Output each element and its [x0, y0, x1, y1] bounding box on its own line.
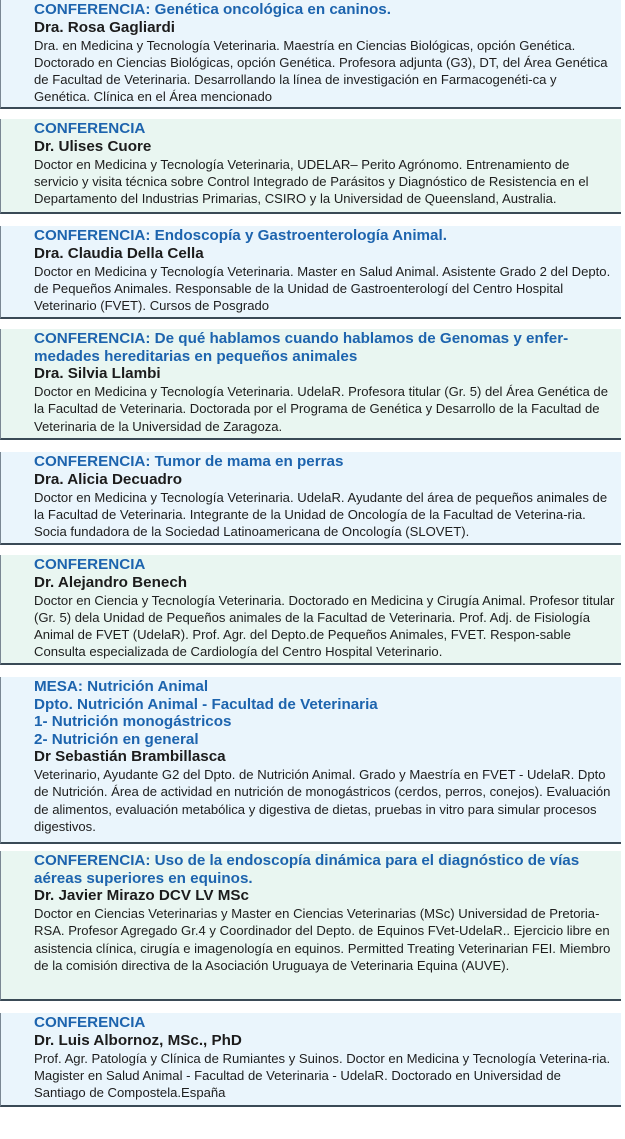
- title-line: MESA: Nutrición Animal: [34, 678, 209, 695]
- speaker-bio: Doctor en Ciencia y Tecnología Veterinaria. Doctorado en Medicina y Cirugía Animal. Profesor titular (Gr. 5) dela Unidad de Pequeños animales de la Facultad de Veterinaria. Prof. Adj. de Fisiología Animal de FVET (UdelaR). Prof. Agr. del Depto.de Pequeños Animales, FVET. Respon-sable Consulta especializada de Cardiología del Centro Hospital Veterinario.: [34, 592, 615, 660]
- speaker-name: Dra. Silvia Llambi: [34, 365, 161, 382]
- speaker-bio: Doctor en Medicina y Tecnología Veterinaria. UdelaR. Ayudante del área de pequeños animales de la Facultad de Veterinaria. Integrante de la Unidad de Oncología de la Facultad de Veterina-ria. Socia fundadora de la Sociedad Latinoamericana de Oncología (SLOVET).: [34, 489, 608, 540]
- speaker-bio: Prof. Agr. Patología y Clínica de Rumiantes y Suinos. Doctor en Medicina y Tecnología Veterina-ria. Magister en Salud Animal - Facultad de Veterinaria - UdelaR. Doctorado en Universidad de Santiago de Compostela.España: [34, 1050, 611, 1101]
- title-line: CONFERENCIA: [34, 1014, 146, 1031]
- program-block: [0, 329, 621, 440]
- title-line: CONFERENCIA: Endoscopía y Gastroenterología Animal.: [34, 227, 447, 244]
- block-title: [34, 1014, 615, 1032]
- speaker-name: Dra. Rosa Gagliardi: [34, 18, 175, 36]
- title-line: CONFERENCIA: Tumor de mama en perras: [34, 453, 344, 470]
- speaker-bio: Veterinario, Ayudante G2 del Dpto. de Nutrición Animal. Grado y Maestría en FVET - UdelaR. Dpto de Nutrición. Área de actividad en nutrición de monogástricos (cerdos, perros, conejos). Evaluación de alimentos, evaluación metabólica y digestiva de dietas, pruebas in vitro para simular procesos digestivos.: [34, 767, 611, 834]
- speaker-bio: Doctor en Medicina y Tecnología Veterinaria. Master en Salud Animal. Asistente Grado 2 del Depto. de Pequeños Animales. Responsable de la Unidad de Gastroenterologí del Centro Hospital Veterinario (FVET). Cursos de Posgrado: [34, 263, 611, 314]
- speaker-bio: Doctor en Ciencias Veterinarias y Master en Ciencias Veterinarias (MSc) Universidad de Pretoria-RSA. Profesor Agregado Gr.4 y Coordinador del Depto. de Equinos FVet-UdelaR.. Ejercicio libre en asistencia clínica, cirugía e imagenología en equinos. Permitted Treating Veterinarian FEI. Miembro de la comisión directiva de la Asociación Uruguaya de Veterinaria Equina (AUVE).: [34, 906, 611, 973]
- title-line: CONFERENCIA: [34, 120, 146, 137]
- speaker-name: Dr. Alejandro Benech: [34, 573, 188, 591]
- program-block: [0, 555, 621, 665]
- program-block: [0, 677, 621, 844]
- program-block: [0, 0, 621, 109]
- speaker-name: Dra. Claudia Della Cella: [34, 244, 204, 262]
- block-title: [34, 453, 615, 471]
- speaker-name: Dr. Luis Albornoz, MSc., PhD: [34, 1031, 242, 1049]
- block-title: [34, 678, 615, 748]
- title-line: CONFERENCIA: [34, 556, 146, 573]
- speaker-bio: Doctor en Medicina y Tecnología Veterinaria. UdelaR. Profesora titular (Gr. 5) del Área Genética de la Facultad de Veterinaria. Doctorada por el Programa de Genética y Desarrollo de la Facultad de Veterinaria de la Universidad de Zaragoza.: [34, 384, 608, 434]
- speaker-bio: Dra. en Medicina y Tecnología Veterinaria. Maestría en Ciencias Biológicas, opción Genética. Doctorado en Ciencias Biológicas, opción Genética. Profesora adjunta (G3), DT, del Área Genética de Facultad de Veterinaria. Desarrollando la línea de investigación en Farmacogenéti-ca y Genética. Clínica en el Área mencionado: [34, 37, 608, 105]
- speaker-name: Dr. Javier Mirazo DCV LV MSc: [34, 887, 249, 904]
- speaker-name: Dr Sebastián Brambillasca: [34, 748, 226, 765]
- block-title: [34, 330, 615, 365]
- program-block: [0, 452, 621, 545]
- title-line: 2- Nutrición en general: [34, 730, 199, 748]
- program-block: [0, 1013, 621, 1107]
- speaker-bio: Doctor en Medicina y Tecnología Veterinaria, UDELAR– Perito Agrónomo. Entrenamiento de servicio y visita técnica sobre Control Integrado de Parásitos y Diagnóstico de Resistencia en el Departamento del Industrias Primarias, CSIRO y la Universidad de Queensland, Australia.: [34, 156, 589, 207]
- title-line: CONFERENCIA: Uso de la endoscopía dinámica para el diagnóstico de vías aéreas superiores en equinos.: [34, 852, 580, 887]
- program-block: [0, 119, 621, 214]
- block-title: [34, 120, 615, 138]
- block-title: [34, 852, 615, 887]
- title-line: CONFERENCIA: De qué hablamos cuando hablamos de Genomas y enfer-medades hereditarias en pequeños animales: [34, 330, 569, 365]
- title-line: CONFERENCIA: Genética oncológica en caninos.: [34, 1, 391, 18]
- title-line: 1- Nutrición monogástricos: [34, 713, 232, 730]
- speaker-name: Dr. Ulises Cuore: [34, 137, 152, 155]
- block-title: [34, 556, 615, 574]
- speaker-name: Dra. Alicia Decuadro: [34, 470, 182, 488]
- program-block: [0, 226, 621, 319]
- block-title: [34, 1, 615, 19]
- title-line: Dpto. Nutrición Animal - Facultad de Veterinaria: [34, 695, 378, 713]
- program-block: [0, 851, 621, 1001]
- block-title: [34, 227, 615, 245]
